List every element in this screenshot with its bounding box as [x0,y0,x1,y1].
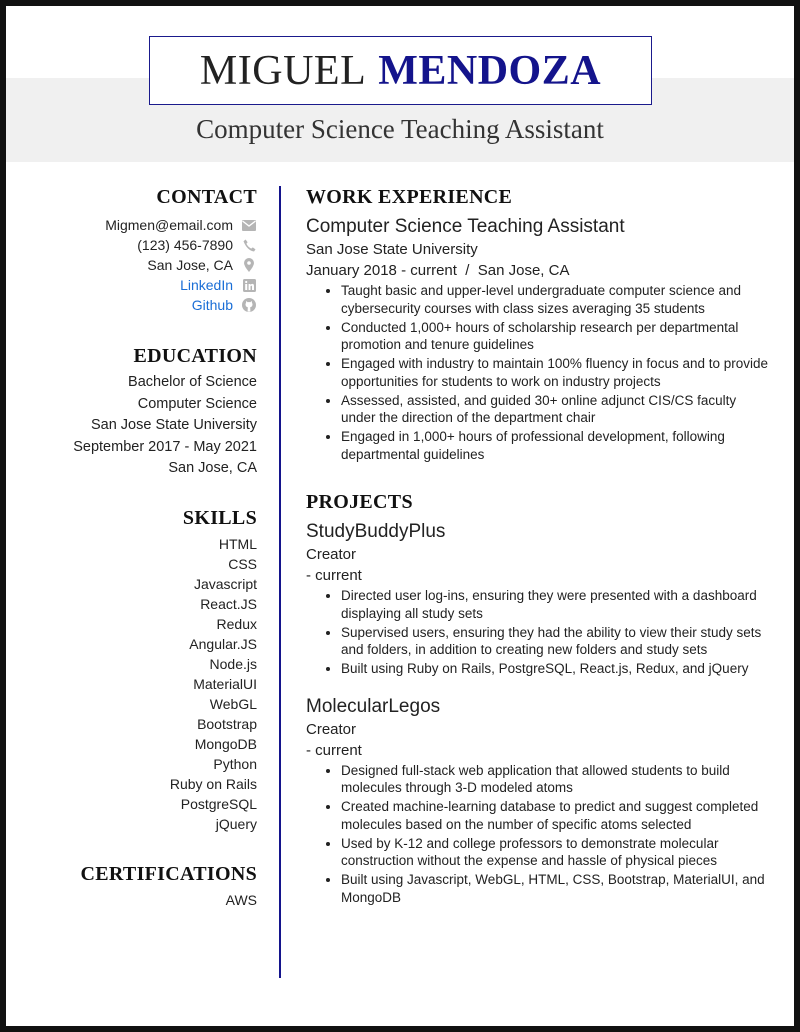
certifications-heading: CERTIFICATIONS [80,862,257,885]
skill-item: Python [213,755,257,772]
job-org: San Jose State University [306,241,478,258]
project-title: StudyBuddyPlus [306,521,446,542]
bullet-item: • Conducted 1,000+ hours of scholarship research per departmental promotion and tenure guidelines [341,319,768,354]
education-heading: EDUCATION [133,345,257,367]
edu-dates: September 2017 - May 2021 [73,438,257,455]
job-dates: January 2018 - current / San Jose, CA [306,262,570,279]
projects-section [306,491,768,906]
edu-school: San Jose State University [90,417,257,433]
skill-item: Angular.JS [189,635,257,652]
project-dates: - current [306,741,362,759]
skills-section [20,507,257,834]
contact-heading: CONTACT [156,186,257,208]
project-title: MolecularLegos [306,695,441,717]
location-text: San Jose, CA [147,257,233,273]
project-bullets [306,762,768,907]
skill-item: React.JS [200,595,257,612]
bullet-item: • Designed full-stack web application that allowed students to build molecules through 3-D modeled atoms [341,762,768,797]
project-role: Creator [306,546,357,563]
contact-section [20,186,257,315]
phone-text: (123) 456-7890 [137,237,233,253]
job-title: Computer Science Teaching Assistant [306,216,625,237]
edu-location: San Jose, CA [168,460,257,476]
name-box [149,36,652,105]
skill-item: HTML [218,535,257,552]
contact-email [20,215,257,235]
skill-item: Javascript [193,575,257,592]
map-pin-icon [241,258,257,272]
project-role: Creator [306,720,357,738]
project-studybuddyplus [306,520,768,678]
skill-item: Redux [216,615,257,632]
first-name: MIGUEL [199,47,367,94]
edu-major: Computer Science [137,395,257,412]
bullet-item: • Engaged with industry to maintain 100% fluency in focus and to provide opportunities for students to work on industry projects [341,355,768,390]
edu-degree: Bachelor of Science [128,374,257,390]
project-bullets [306,587,768,678]
bullet-item: • Used by K-12 and college professors to demonstrate molecular construction without the expense and hassle of physical pieces [341,835,768,870]
skill-item: PostgreSQL [180,795,257,812]
skills-heading: SKILLS [182,506,257,529]
work-heading: WORK EXPERIENCE [306,186,513,208]
job-title-header: Computer Science Teaching Assistant [196,114,604,144]
right-column [306,186,768,908]
bullet-item: • Created machine-learning database to predict and suggest completed molecules based on the number of specific atoms selected [341,798,768,833]
left-column [20,186,257,910]
skill-item: Ruby on Rails [169,775,257,792]
bullet-item: • Taught basic and upper-level undergraduate computer science and cybersecurity courses with class sizes averaging 35 students [341,282,768,317]
project-molecularlegos [306,695,768,907]
skill-item: Bootstrap [197,715,257,732]
skill-item: jQuery [215,815,257,832]
skill-item: Node.js [209,655,257,672]
contact-linkedin[interactable] [20,275,257,295]
work-section [306,186,768,463]
linkedin-icon [241,279,257,292]
skill-item: MongoDB [194,735,257,752]
bullet-item: • Built using Javascript, WebGL, HTML, CSS, Bootstrap, MaterialUI, and MongoDB [341,871,768,906]
bullet-item: • Supervised users, ensuring they had the ability to view their study sets and folders, in addition to creating new folders and study sets [341,624,768,659]
certification-item: AWS [225,891,257,908]
phone-icon [241,239,257,252]
bullet-item: • Engaged in 1,000+ hours of professional development, following departmental guidelines [341,428,768,463]
project-dates: - current [306,567,362,584]
bullet-item: • Directed user log-ins, ensuring they were presented with a dashboard displaying all study sets [341,587,768,622]
github-icon [241,298,257,312]
github-link[interactable]: Github [191,297,233,313]
projects-heading: PROJECTS [306,491,413,513]
contact-github[interactable] [20,295,257,315]
certifications-section [20,863,257,910]
bullet-item: • Built using Ruby on Rails, PostgreSQL, React.js, Redux, and jQuery [341,660,768,678]
contact-location [20,255,257,275]
envelope-icon [241,220,257,231]
bullet-item: • Assessed, assisted, and guided 30+ online adjunct CIS/CS faculty under the direction of the department chair [341,392,768,427]
linkedin-link[interactable]: LinkedIn [180,277,233,293]
education-section [20,345,257,480]
skill-item: WebGL [209,695,257,712]
column-divider [279,186,281,978]
last-name: MENDOZA [378,47,602,94]
skill-item: CSS [228,555,257,572]
skill-item: MaterialUI [193,675,257,692]
contact-phone [20,235,257,255]
job-bullets [306,282,768,463]
email-text: Migmen@email.com [105,217,233,233]
